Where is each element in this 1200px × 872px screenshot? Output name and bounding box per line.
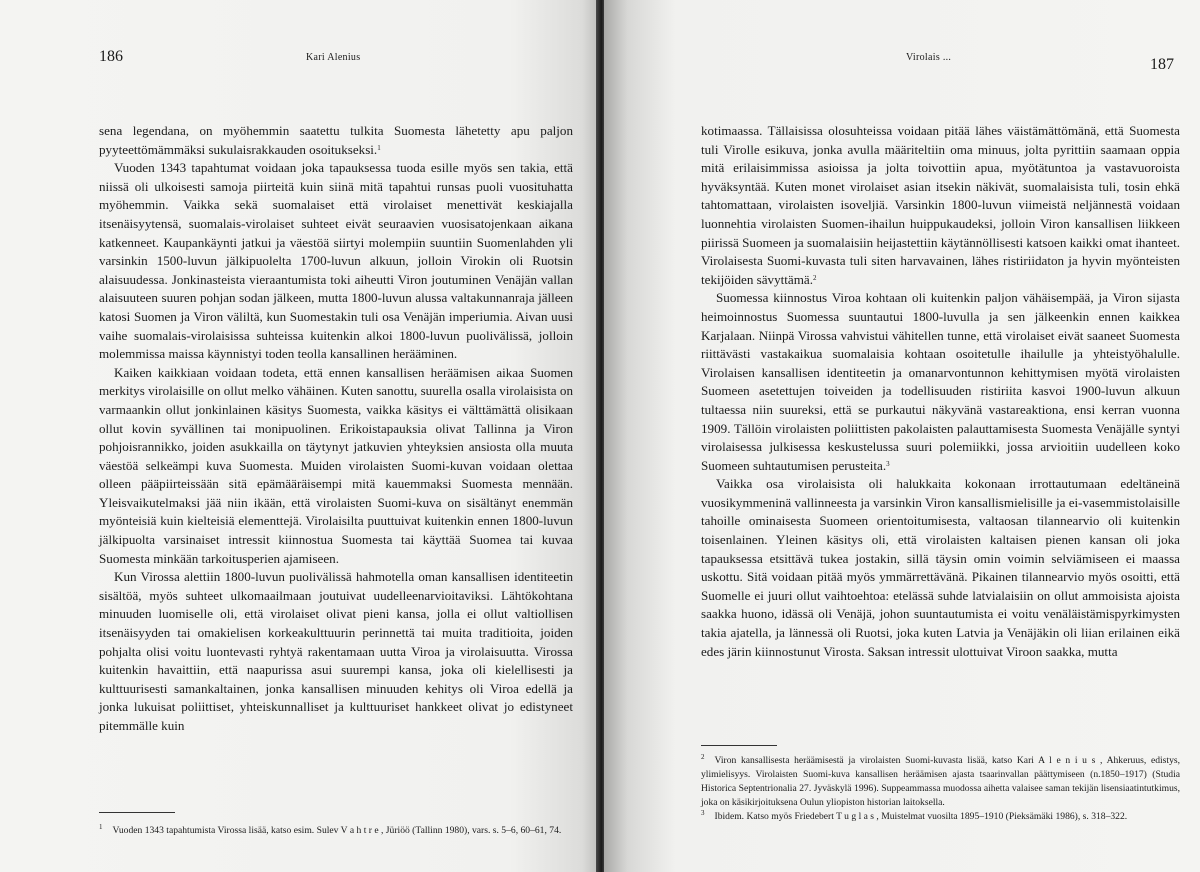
paragraph-text: sena legendana, on myöhemmin saatettu tulkita Suomesta lähetetty apu paljon pyyteettömämmäksi sukulaisrakkauden osoitukseksi. — [99, 123, 573, 157]
paragraph-text: Kun Virossa alettiin 1800-luvun puolivälissä hahmotella oman kansallisen identiteetin sisältöä, myös suhteet ulkomaailmaan joutuivat uudelleenarvioitaviksi. Lähtökohtana minuuden luomiselle oli, että virolaiset olivat pieni kansa, jolla ei ollut valtiollisen itsenäisyyden tai omakielisen korkeakulttuurin perinnettä tai muita traditioita, joiden pohjalta olisi voitu luontevasti ryhtyä rakentamaan uutta Viroa ja virolaisuutta. Virossa kuitenkin havaittiin, että naapurissa asui suurempi kansa, joka oli kielellisesti ja kulttuurisesti samankaltainen, jonka kansallisen minuuden kehitys oli Viroa edellä ja jonka lukuisat poliittiset, yhteiskunnalliset ja kulttuuriset hankkeet olivat jo edistyneet pitemmälle kuin — [99, 569, 573, 733]
footnote-mark: 2 — [701, 753, 705, 761]
footnote-reference[interactable]: 1 — [377, 143, 381, 152]
right-page — [604, 0, 1200, 872]
paragraph — [701, 289, 1180, 475]
paragraph-text: kotimaassa. Tällaisissa olosuhteissa voidaan pitää lähes väistämättömänä, että Suomesta tuli Virolle esikuva, jonka avulla määriteltiin oma minuus, jolta pyrittiin saamaan oppia mitä erilaisimmissa asioissa ja jolta toivottiin apua, myötätuntoa ja vastavuoroista hyväksyntää. Kuten monet virolaiset asian itsekin näkivät, suomalaisista tuli, tosin ehkä tahtomattaan, virolaisten isoveljiä. Varsinkin 1800-luvun viimeistä neljännestä voidaan luonnehtia virolaisten Suomen-ihailun huippukaudeksi, jolloin Viron kansallisen liikkeen piirissä Suomeen ja suomalaisiin heijastettiin käytännöllisesti katsoen kaikki omat ihanteet. Virolaisesta Suomi-kuvasta tuli siten harvavainen, lähes ristiriidaton ja hyvin myönteisten tekijöiden sävyttämä. — [701, 123, 1180, 287]
body-text — [701, 122, 1180, 661]
footnote-text: Ibidem. Katso myös Friedebert T u g l a s , Muistelmat vuosilta 1895–1910 (Pieksämäki 1986), s. 318–322. — [714, 811, 1128, 822]
page-number: 187 — [1150, 56, 1174, 73]
footnotes — [99, 824, 573, 838]
footnote — [99, 824, 573, 838]
paragraph-text: Suomessa kiinnostus Viroa kohtaan oli kuitenkin paljon vähäisempää, ja Viron sijasta heimoinnostus Suomessa suuntautui 1800-luvulla ja sen jälkeenkin ennen kaikkea Karjalaan. Niinpä Virossa vahvistui vähitellen tunne, että virolaiset eivät saaneet Suomesta riittävästi vastakaikua suomalaisia kohtaan osoitetulle ihailulle ja yhteistyöhalulle. Virolaisen kansallisen identiteetin ja omanarvontunnon kehittymisen myötä virolaisten Suomeen asetettujen toiveiden ja todellisuuden ristiriita kasvoi 1900-luvun alkuun tultaessa niin suureksi, että se purkautui näkyvänä vastareaktiona, ensi kerran vuonna 1909. Tällöin virolaisten poliittisten pakolaisten palauttamisesta Suomesta Venäjälle syntyi virolaisessa julkisessa keskustelussa suuri polemiikki, jossa arvioitiin uudelleen koko Suomeen suhtautumisen perusteita. — [701, 290, 1180, 473]
footnote-text: Vuoden 1343 tapahtumista Virossa lisää, katso esim. Sulev V a h t r e , Jüriöö (Tallinn 1980), vars. s. 5–6, 60–61, 74. — [112, 825, 562, 836]
paragraph-text: Kaiken kaikkiaan voidaan todeta, että ennen kansallisen heräämisen aikaa Suomen merkitys virolaisille on ollut melko vähäinen. Kuten sanottu, suurella osalla virolaisista on varmaankin ollut jonkinlainen käsitys Suomesta, vaikka käsitys ei välttämättä olisikaan ollut kovin syvällinen tai monipuolinen. Erikoistapauksia olivat Tallinna ja Viron pohjoisrannikko, joiden asukkailla on täytynyt jatkuvien yhteyksien ansiosta olla muuta väestöä selkeämpi kuva Suomesta. Muiden virolaisten Suomi-kuvan voidaan olettaa olleen pääpiirteissään sitä epämääräisempi mitä kauemmaksi Suomesta mennään. Yleisvaikutelmaksi jää niin ikään, että virolaisten Suomi-kuva on sisältänyt enemmän myönteisiä kuin kielteisiä elementtejä. Virolaisilta puuttuivat kuitenkin ennen 1800-luvun jälkipuolta varsinaiset intressit kiinnostua Suomesta tai käyttää Suomea tai kuvaa Suomesta minkään tarkoitusperien ajamiseen. — [99, 364, 573, 566]
paragraph — [99, 568, 573, 735]
paragraph — [701, 122, 1180, 289]
footnote-text: Viron kansallisesta heräämisestä ja virolaisten Suomi-kuvasta lisää, katso Kari A l e n i u s , Ahkeruus, edistys, ylimielisyys. Virolaisten Suomi-kuva kansallisen heräämisen ajasta tsaarinvallan päättymiseen (n.1850–1917) (Studia Historica Septentrionalia 27. Jyväskylä 1996). Suppeammassa muodossa aihetta valaisee saman tekijän lisensiaatintutkimus, joka on käsikirjoituksena Oulun yliopiston historian laitoksella. — [701, 755, 1180, 808]
paragraph — [99, 364, 573, 569]
footnote-rule — [701, 745, 777, 746]
body-text — [99, 122, 573, 736]
footnotes — [701, 754, 1180, 824]
paragraph — [99, 122, 573, 159]
footnote-mark: 3 — [701, 809, 705, 817]
footnote — [701, 810, 1180, 824]
footnote-rule — [99, 812, 175, 813]
paragraph — [99, 159, 573, 364]
page-number: 186 — [99, 48, 123, 65]
footnote-mark: 1 — [99, 823, 103, 831]
footnote — [701, 754, 1180, 810]
running-head: Kari Alenius — [306, 52, 361, 63]
footnote-reference[interactable]: 2 — [813, 273, 817, 282]
paragraph — [701, 475, 1180, 661]
running-head: Virolais ... — [906, 52, 952, 63]
paragraph-text: Vaikka osa virolaisista oli halukkaita kokonaan irrottautumaan edeltäneinä vuosikymmeninä vallinneesta ja varsinkin Viron kansallismielisille ja ei-vasemmistolaisille tahoille ominaisesta Suomeen orientoitumisesta, valtaosan tilannearvio oli kuitenkin toisenlainen. Yleinen käsitys oli, että virolaisten kaltaisen pienen kansan oli joka tapauksessa etsittävä tukea jostakin, sillä täysin omin voimin selviämiseen ei maassa uskottu. Sitä voidaan pitää myös ymmärrettävänä. Pikainen tilannearvio myös osoitti, että Suomelle ei juuri ollut vaihtoehtoa: etelässä suhde latvialaisiin on ollut ammoisista ajoista saakka huono, idässä oli Venäjä, johon suuntautumista ei voitu venäläistämispyrkimysten takia ajatella, ja lännessä oli Ruotsi, joka kuten Latvia ja Venäjäkin oli liian erilainen eikä edes järin kiinnostunut Virosta. Saksan intressit ulottuivat Viroon saakka, mutta — [701, 476, 1180, 659]
footnote-reference[interactable]: 3 — [886, 459, 890, 468]
paragraph-text: Vuoden 1343 tapahtumat voidaan joka tapauksessa tuoda esille myös sen takia, että niissä oli ulkoisesti samoja piirteitä kuin siinä mitä tapahtui runsas puoli vuosituhatta myöhemmin. Vaikka sekä suomalaiset että virolaiset menettivät keskiajalla itsenäisyytensä, suomalais-virolaiset suhteet eivät seuraavien vuosisatojenkaan aikana katkenneet. Kaupankäynti jatkui ja väestöä siirtyi molempiin suuntiin Suomenlahden yli varsinkin 1500-luvun jälkipuolelta 1700-luvun alkuun, jolloin Virokin oli Ruotsin alaisuudessa. Jonkinasteista vieraantumista toki aiheutti Viron joutuminen Venäjän vallan alaisuuteen suuren pohjan sodan jälkeen, mutta 1800-luvun alussa valtakunnanraja jälleen katosi Suomen ja Viron väliltä, kun Suomestakin tuli osa Venäjän imperiumia. Aivan uusi vaihe suomalais-virolaisissa suhteissa kuitenkin alkoi 1800-luvun puolivälissä, jolloin molemmissa maissa käynnistyi toden teolla kansallinen herääminen. — [99, 160, 573, 362]
